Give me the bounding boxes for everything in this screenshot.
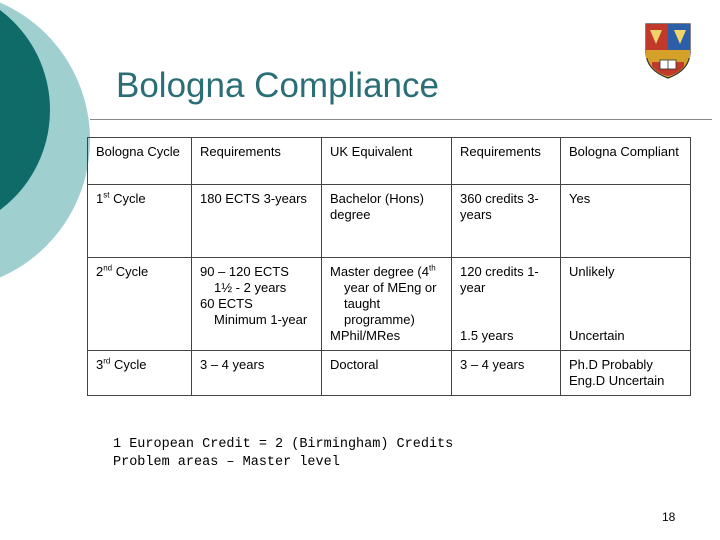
decorative-circles bbox=[0, 0, 100, 300]
footnote-problem-areas: Problem areas – Master level bbox=[113, 455, 340, 470]
cycle-cell: 1st Cycle bbox=[88, 185, 192, 258]
university-crest-logo bbox=[644, 22, 692, 80]
uk-equivalent-cell: Bachelor (Hons) degree bbox=[322, 185, 452, 258]
compliant-cell: Ph.D Probably Eng.D Uncertain bbox=[561, 351, 691, 396]
uk-equivalent-cell: Master degree (4th year of MEng or taught programme) MPhil/MRes bbox=[322, 258, 452, 351]
bologna-table bbox=[87, 137, 691, 396]
requirements2-cell: 120 credits 1-year 1.5 years bbox=[452, 258, 561, 351]
header-cell-requirements: Requirements bbox=[192, 138, 322, 185]
requirements-cell: 3 – 4 years bbox=[192, 351, 322, 396]
footnote-credit-conversion: 1 European Credit = 2 (Birmingham) Credits bbox=[113, 437, 454, 452]
cycle-cell: 3rd Cycle bbox=[88, 351, 192, 396]
requirements-cell: 90 – 120 ECTS 1½ - 2 years 60 ECTS Minimum 1-year bbox=[192, 258, 322, 351]
requirements-cell: 180 ECTS 3-years bbox=[192, 185, 322, 258]
header-cell-bologna-compliant: Bologna Compliant bbox=[561, 138, 691, 185]
table-row bbox=[88, 258, 691, 351]
compliant-cell: Yes bbox=[561, 185, 691, 258]
uk-equivalent-cell: Doctoral bbox=[322, 351, 452, 396]
table-header-row bbox=[88, 138, 691, 185]
title-divider bbox=[90, 119, 712, 120]
footnotes bbox=[113, 436, 453, 472]
slide-title: Bologna Compliance bbox=[116, 66, 439, 105]
cycle-cell: 2nd Cycle bbox=[88, 258, 192, 351]
requirements2-cell: 360 credits 3-years bbox=[452, 185, 561, 258]
table-row bbox=[88, 185, 691, 258]
compliant-cell: Unlikely Uncertain bbox=[561, 258, 691, 351]
requirements2-cell: 3 – 4 years bbox=[452, 351, 561, 396]
page-number: 18 bbox=[662, 510, 676, 524]
header-cell-bologna-cycle: Bologna Cycle bbox=[88, 138, 192, 185]
table-row bbox=[88, 351, 691, 396]
header-cell-uk-equivalent: UK Equivalent bbox=[322, 138, 452, 185]
header-cell-requirements-2: Requirements bbox=[452, 138, 561, 185]
